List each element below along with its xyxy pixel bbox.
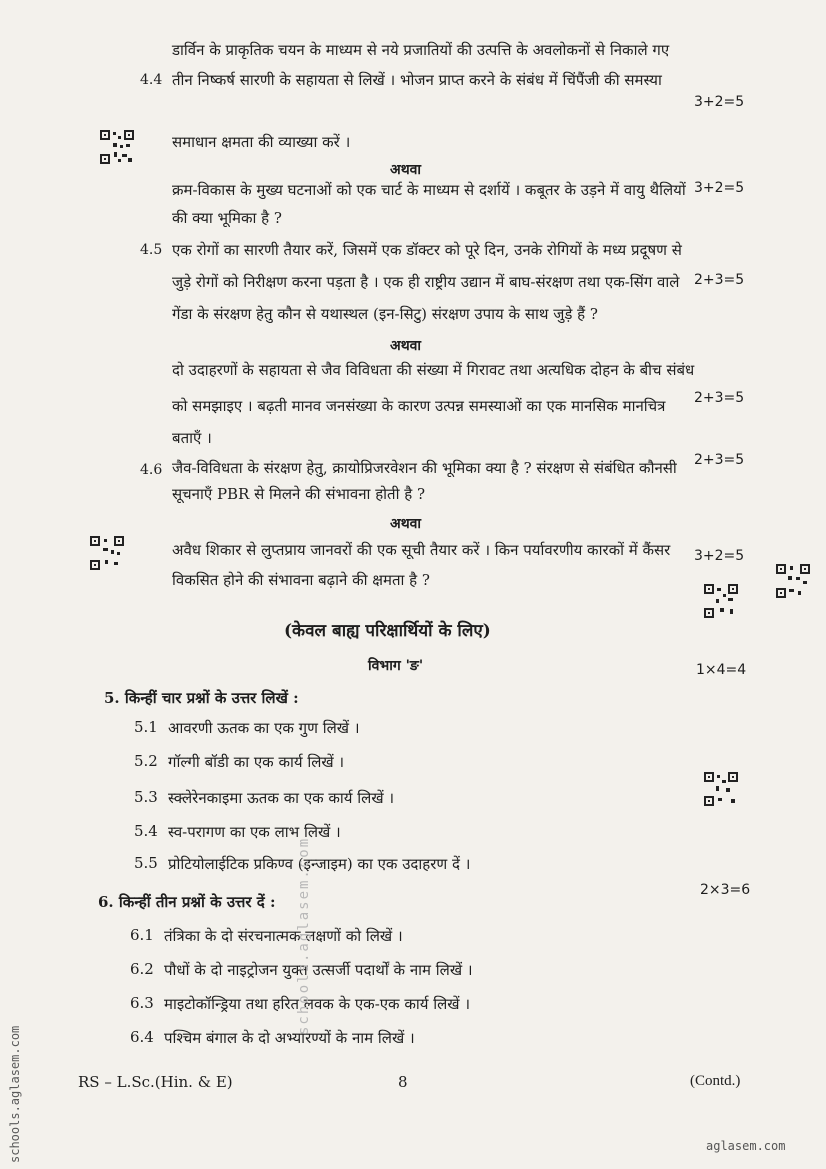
subquestion-number: 6.1 — [130, 926, 154, 944]
page-number: 8 — [398, 1073, 408, 1091]
marks-label: 3+2=5 — [694, 94, 745, 110]
question-text-line: समाधान क्षमता की व्याख्या करें । — [172, 133, 351, 151]
or-label: अथवा — [390, 162, 422, 178]
marks-label: 2+3=5 — [694, 452, 745, 468]
subquestion-number: 5.5 — [134, 854, 158, 872]
subquestion-number: 6.4 — [130, 1028, 154, 1046]
qr-code-icon — [704, 584, 738, 618]
watermark: schools.aglasem.com — [296, 836, 312, 1035]
question-text-line: गेंडा के संरक्षण हेतु कौन से यथास्थल (इन-सिटु) संरक्षण उपाय के साथ जुड़े हैं ? — [172, 305, 598, 323]
marks-label: 1×4=4 — [696, 662, 747, 678]
subquestion-text: स्व-परागण का एक लाभ लिखें । — [168, 823, 341, 841]
question-text-line: डार्विन के प्राकृतिक चयन के माध्यम से नये प्रजातियों की उत्पत्ति के अवलोकनों से निकाले गए — [172, 41, 670, 59]
marks-label: 2+3=5 — [694, 272, 745, 288]
or-label: अथवा — [390, 338, 422, 354]
question-text-line: दो उदाहरणों के सहायता से जैव विविधता की संख्या में गिरावट तथा अत्यधिक दोहन के बीच संबंध — [172, 361, 695, 379]
subquestion-text: गॉल्गी बॉडी का एक कार्य लिखें । — [168, 753, 345, 771]
continued-label: (Contd.) — [690, 1073, 741, 1089]
subquestion-text: आवरणी ऊतक का एक गुण लिखें । — [168, 719, 360, 737]
side-url: schools.aglasem.com — [8, 1025, 22, 1163]
subquestion-number: 5.4 — [134, 822, 158, 840]
question-5-title: 5. किन्हीं चार प्रश्नों के उत्तर लिखें : — [104, 689, 299, 707]
marks-label: 2×3=6 — [700, 882, 751, 898]
question-number: 4.4 — [140, 72, 163, 88]
question-number: 4.6 — [140, 462, 163, 478]
subquestion-text: माइटोकॉन्ड्रिया तथा हरित लवक के एक-एक कार्य लिखें । — [164, 995, 470, 1013]
subquestion-number: 5.2 — [134, 752, 158, 770]
question-text-line: को समझाइए । बढ़ती मानव जनसंख्या के कारण उत्पन्न समस्याओं का एक मानसिक मानचित्र — [172, 397, 666, 415]
question-text-line: तीन निष्कर्ष सारणी के सहायता से लिखें । भोजन प्राप्त करने के संबंध में चिंपैंजी की समस्या — [172, 71, 662, 89]
qr-code-icon — [90, 536, 124, 570]
subquestion-number: 5.1 — [134, 718, 158, 736]
brand-url: aglasem.com — [706, 1139, 786, 1153]
subquestion-number: 6.2 — [130, 960, 154, 978]
or-label: अथवा — [390, 516, 422, 532]
subquestion-text: स्क्लेरेनकाइमा ऊतक का एक कार्य लिखें । — [168, 789, 395, 807]
section-label: विभाग 'ङ' — [368, 658, 424, 674]
subquestion-text: पश्चिम बंगाल के दो अभ्यारण्यों के नाम लिखें । — [164, 1029, 415, 1047]
question-number: 4.5 — [140, 242, 163, 258]
question-text-line: क्रम-विकास के मुख्य घटनाओं को एक चार्ट के माध्यम से दर्शायें । कबूतर के उड़ने में वायु थैलियों — [172, 181, 686, 199]
subquestion-text: पौधों के दो नाइट्रोजन युक्त उत्सर्जी पदार्थों के नाम लिखें । — [164, 961, 473, 979]
question-text-line: की क्या भूमिका है ? — [172, 209, 282, 227]
paper-code: RS – L.Sc.(Hin. & E) — [78, 1073, 233, 1091]
qr-code-icon — [776, 564, 810, 598]
question-text-line: जैव-विविधता के संरक्षण हेतु, क्रायोप्रिजरवेशन की भूमिका क्या है ? संरक्षण से संबंधित कौनसी — [172, 459, 677, 477]
marks-label: 2+3=5 — [694, 390, 745, 406]
qr-code-icon — [704, 772, 738, 806]
external-candidates-heading: (केवल बाह्य परिक्षार्थियों के लिए) — [284, 621, 491, 641]
question-text-line: एक रोगों का सारणी तैयार करें, जिसमें एक डॉक्टर को पूरे दिन, उनके रोगियों के मध्य प्रदूषण से — [172, 241, 682, 259]
marks-label: 3+2=5 — [694, 180, 745, 196]
question-text-line: विकसित होने की संभावना बढ़ाने की क्षमता है ? — [172, 571, 430, 589]
question-6-title: 6. किन्हीं तीन प्रश्नों के उत्तर दें : — [98, 893, 276, 911]
qr-code-icon — [100, 130, 134, 164]
subquestion-number: 6.3 — [130, 994, 154, 1012]
subquestion-text: तंत्रिका के दो संरचनात्मक लक्षणों को लिखें । — [164, 927, 403, 945]
question-text-line: सूचनाएँ PBR से मिलने की संभावना होती है ? — [172, 485, 426, 503]
marks-label: 3+2=5 — [694, 548, 745, 564]
question-text-line: जुड़े रोगों को निरीक्षण करना पड़ता है । एक ही राष्ट्रीय उद्यान में बाघ-संरक्षण तथा एक-सिंग वाले — [172, 273, 680, 291]
subquestion-number: 5.3 — [134, 788, 158, 806]
question-text-line: अवैध शिकार से लुप्तप्राय जानवरों की एक सूची तैयार करें । किन पर्यावरणीय कारकों में कैंसर — [172, 541, 671, 559]
subquestion-text: प्रोटियोलाईटिक प्रकिण्व (इन्जाइम) का एक उदाहरण दें । — [168, 855, 471, 873]
question-text-line: बताएँ । — [172, 429, 212, 447]
